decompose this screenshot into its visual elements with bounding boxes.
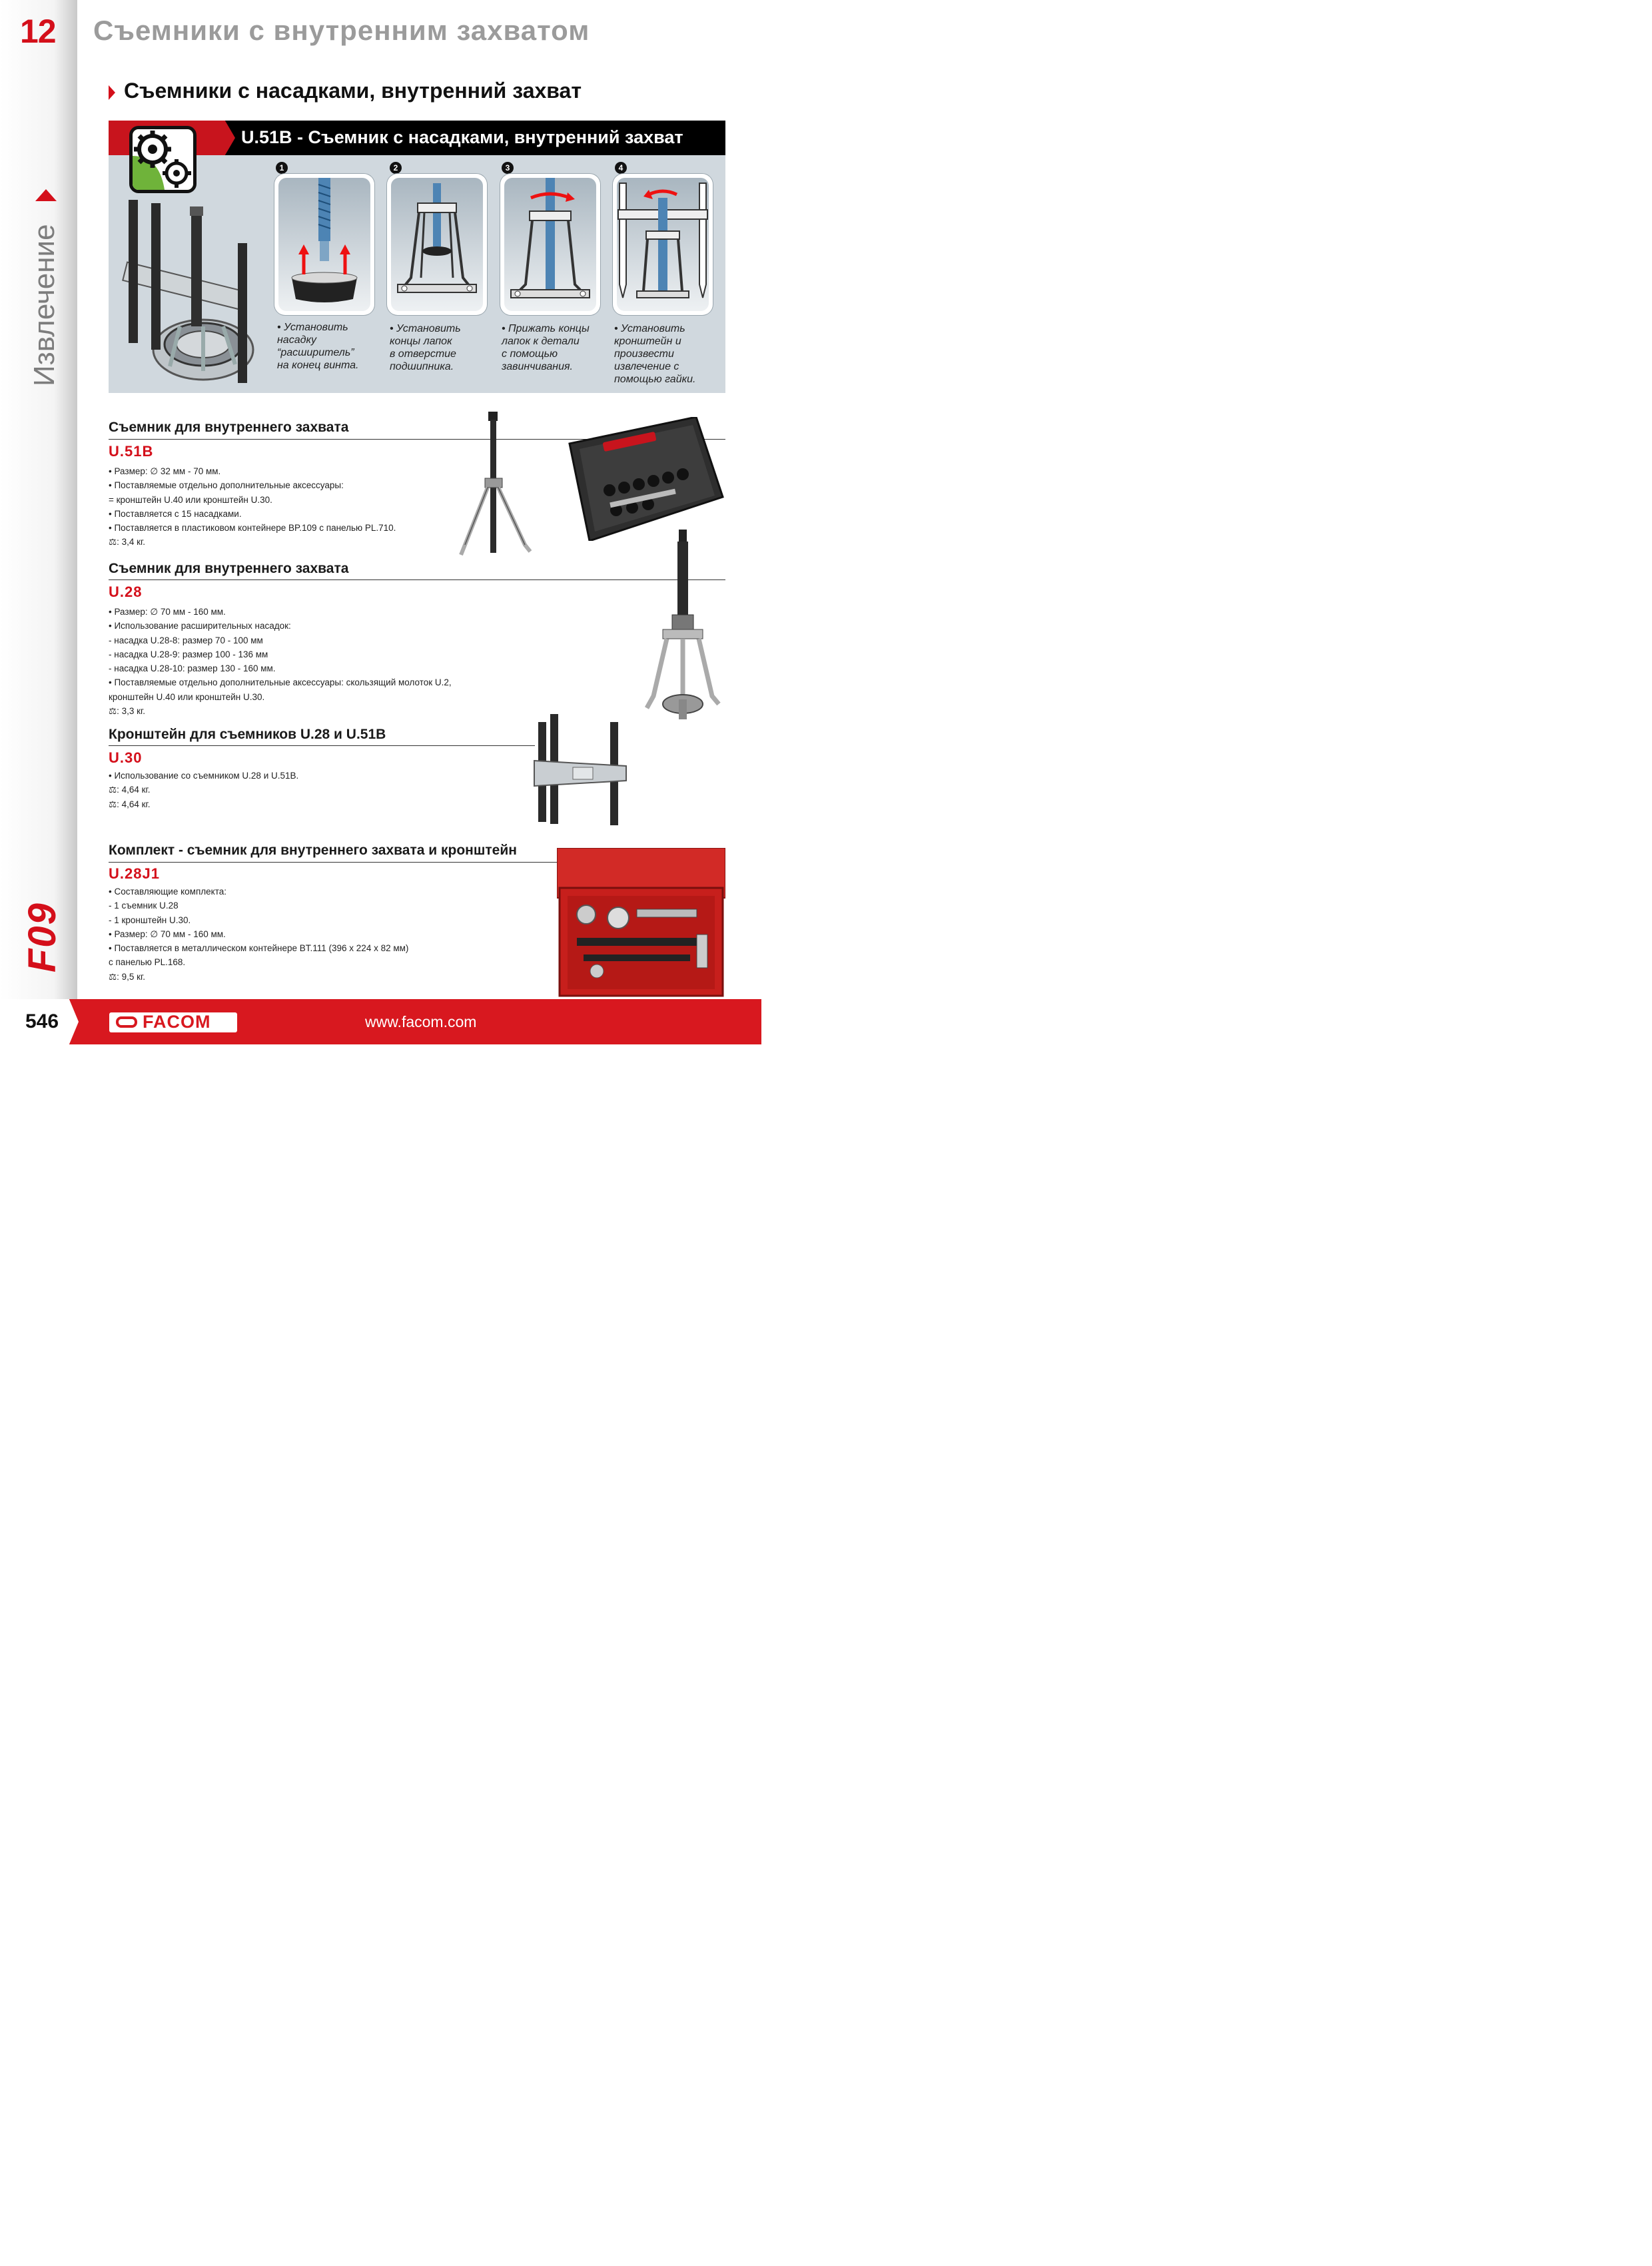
spec-line: • Поставляется с 15 насадками. — [109, 508, 242, 519]
spec-line: • Поставляется в пластиковом контейнере BP.109 с панелью PL.710. — [109, 523, 396, 534]
page-number: 546 — [25, 1010, 59, 1032]
product-code-u30: U.30 — [109, 749, 143, 766]
product-specs-u28j1 — [109, 885, 408, 984]
spec-line: ⚖: 9,5 кг. — [109, 971, 146, 982]
u30-bracket-image — [533, 714, 629, 827]
u28j1-case-image — [557, 848, 725, 999]
step-4-caption — [614, 322, 721, 386]
step-4-image — [613, 174, 713, 315]
u51b-puller-image — [458, 412, 535, 562]
product-specs-u30 — [109, 769, 298, 811]
spec-line: - насадка U.28-8: размер 70 - 100 мм — [109, 635, 263, 645]
chapter-number: 12 — [20, 13, 56, 50]
u51b-case-image — [563, 417, 725, 541]
caption-line: подшипника. — [390, 361, 454, 372]
spec-line: ⚖: 4,64 кг. — [109, 785, 151, 795]
spec-line: • Составляющие комплекта: — [109, 887, 226, 897]
caption-line: насадку — [277, 334, 316, 346]
caption-line: • Установить — [614, 323, 685, 334]
spec-line: ⚖: 3,3 кг. — [109, 706, 146, 717]
step-4-number: 4 — [615, 162, 627, 174]
divider — [109, 862, 559, 863]
spec-line: - насадка U.28-9: размер 100 - 136 мм — [109, 649, 268, 659]
caption-line: лапок к детали — [502, 336, 580, 347]
catalog-code: F09 — [21, 902, 64, 972]
spec-line: кронштейн U.40 или кронштейн U.30. — [109, 691, 265, 702]
section-arrow-icon — [109, 85, 115, 100]
caption-line: “расширитель” — [277, 347, 354, 358]
step-3-caption — [502, 322, 608, 373]
u28-puller-image — [643, 530, 723, 723]
product-heading-u51b: Съемник для внутреннего захвата — [109, 420, 349, 435]
product-code-u28j1: U.28J1 — [109, 865, 160, 882]
step-1-number: 1 — [276, 162, 288, 174]
step-2-caption — [390, 322, 496, 373]
product-heading-u28: Съемник для внутреннего захвата — [109, 561, 349, 576]
caption-line: завинчивания. — [502, 361, 573, 372]
spec-line: • Размер: ∅ 32 мм - 70 мм. — [109, 466, 221, 476]
website-link[interactable]: www.facom.com — [365, 1013, 477, 1030]
puller-assembly-image — [117, 196, 266, 386]
spec-line: ⚖: 4,64 кг. — [109, 799, 151, 809]
caption-line: концы лапок — [390, 336, 452, 347]
caption-line: произвести — [614, 348, 674, 360]
brand-name: FACOM — [143, 1012, 211, 1032]
step-2-number: 2 — [390, 162, 402, 174]
caption-line: на конец винта. — [277, 360, 359, 371]
spec-line: • Размер: ∅ 70 мм - 160 мм. — [109, 607, 226, 617]
spec-line: - 1 съемник U.28 — [109, 901, 179, 911]
category-label: Извлечение — [28, 224, 61, 386]
caption-line: • Прижать концы — [502, 323, 590, 334]
section-title: Съемники с насадками, внутренний захват — [124, 79, 582, 103]
step-3-number: 3 — [502, 162, 514, 174]
product-specs-u51b — [109, 464, 396, 550]
spec-line: = кронштейн U.40 или кронштейн U.30. — [109, 494, 272, 505]
spec-line: - насадка U.28-10: размер 130 - 160 мм. — [109, 663, 276, 674]
product-heading-u28j1: Комплект - съемник для внутреннего захвата и кронштейн — [109, 843, 517, 858]
gears-icon — [129, 126, 197, 193]
caption-line: • Установить — [277, 322, 348, 333]
product-code-u51b: U.51B — [109, 443, 154, 460]
spec-line: • Поставляемые отдельно дополнительные аксессуары: — [109, 480, 344, 491]
step-1-image — [274, 174, 374, 315]
product-code-u28: U.28 — [109, 583, 143, 600]
spec-line: - 1 кронштейн U.30. — [109, 915, 191, 925]
caption-line: в отверстие — [390, 348, 456, 360]
spec-line: • Поставляемые отдельно дополнительные аксессуары: скользящий молоток U.2, — [109, 677, 452, 688]
facom-logo-icon — [116, 1016, 137, 1028]
product-heading-u30: Кронштейн для съемников U.28 и U.51B — [109, 727, 386, 742]
triangle-up-icon — [35, 189, 57, 201]
step-1-caption — [277, 321, 384, 372]
chapter-title: Съемники с внутренним захватом — [93, 15, 590, 46]
caption-line: с помощью — [502, 348, 558, 360]
spec-line: • Поставляется в металлическом контейнере BT.111 (396 x 224 x 82 мм) — [109, 943, 409, 954]
panel-title: U.51B - Съемник с насадками, внутренний захват — [241, 127, 683, 147]
spec-line: • Размер: ∅ 70 мм - 160 мм. — [109, 929, 226, 939]
step-3-image — [500, 174, 600, 315]
step-2-image — [387, 174, 487, 315]
divider — [109, 745, 535, 746]
caption-line: • Установить — [390, 323, 461, 334]
caption-line: кронштейн и — [614, 336, 681, 347]
spec-line: с панелью PL.168. — [109, 957, 186, 968]
divider — [109, 579, 725, 580]
product-specs-u28 — [109, 605, 452, 718]
spec-line: ⚖: 3,4 кг. — [109, 537, 146, 548]
caption-line: извлечение с — [614, 361, 679, 372]
spec-line: • Использование расширительных насадок: — [109, 621, 291, 631]
caption-line: помощью гайки. — [614, 374, 696, 385]
spec-line: • Использование со съемником U.28 и U.51B. — [109, 771, 299, 781]
sidebar-strip — [0, 0, 77, 999]
